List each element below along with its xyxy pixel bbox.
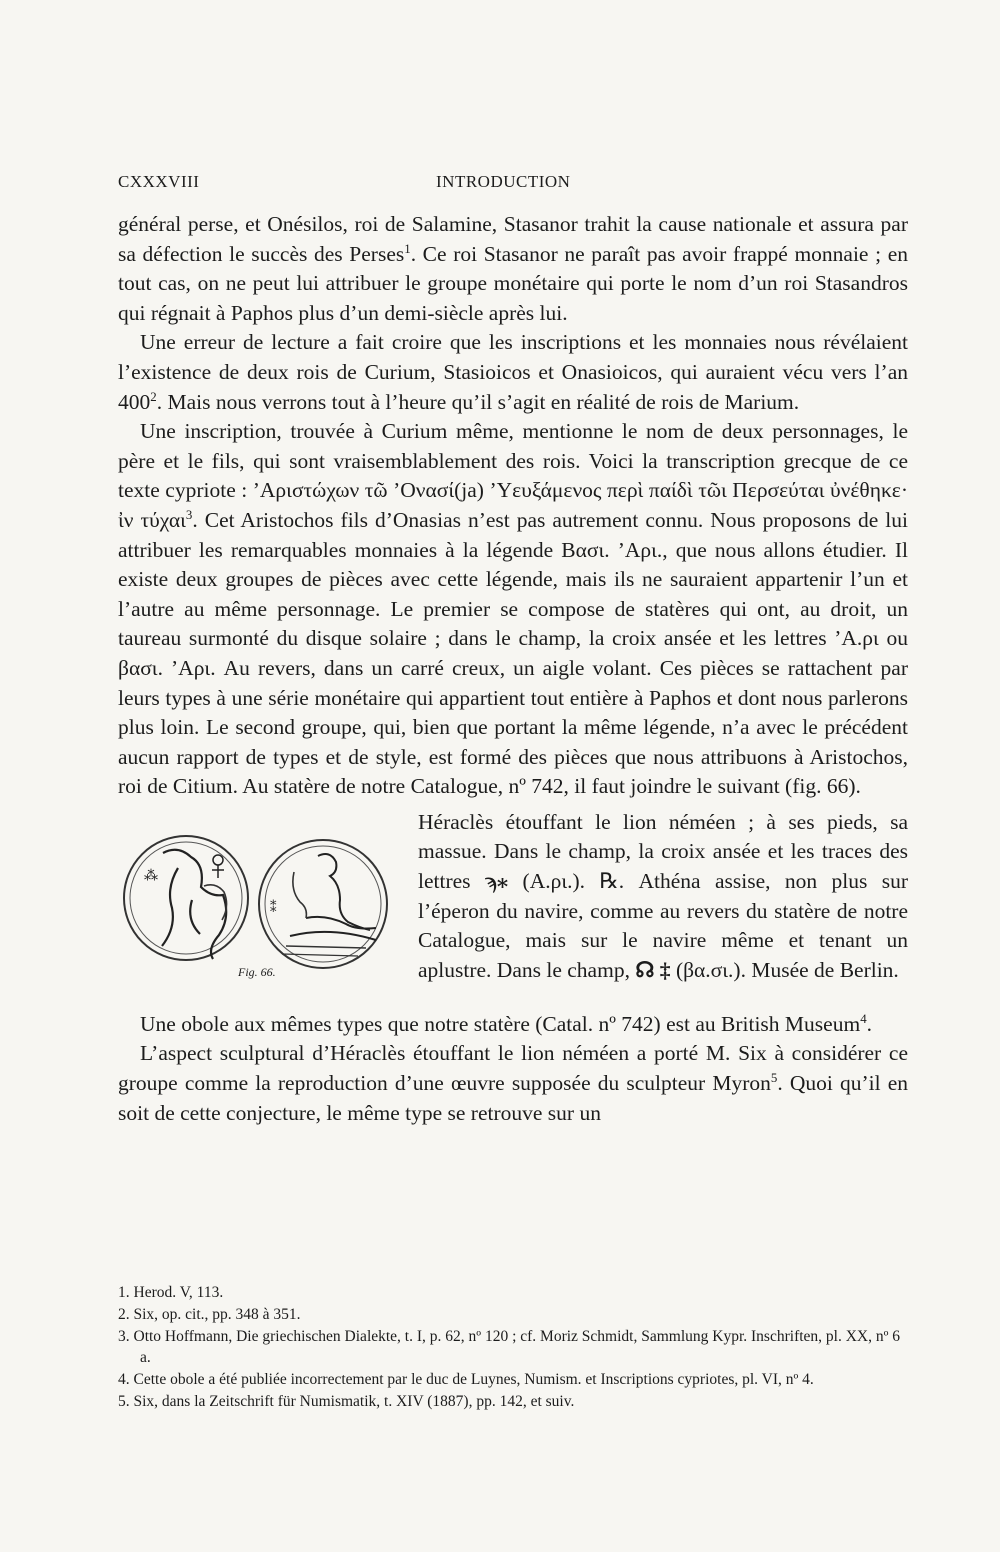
footnote-text: Herod. V, 113. xyxy=(133,1284,224,1301)
footnote-ref-1: 1 xyxy=(404,241,411,256)
page-header xyxy=(118,172,908,196)
footnote-text: Cette obole a été publiée incorrectement par le duc de Luynes, Numism. et Inscriptions cypriotes, pl. VI, nº 4. xyxy=(133,1371,814,1388)
footnote-4 xyxy=(118,1369,908,1390)
footnote-text: Six, dans la Zeitschrift für Numismatik, t. XIV (1887), pp. 142, et suiv. xyxy=(133,1393,575,1410)
paragraph-1-text-cont: . Ce roi Stasanor ne paraît pas avoir frappé monnaie ; en tout cas, on ne peut lui attribuer le groupe monétaire qui porte le nom d’un roi Stasandros qui régnait à Paphos plus d’un demi-siècle après lui. xyxy=(118,241,908,325)
paragraph-3-text: Une inscription, trouvée à Curium même, mentionne le nom de deux personnages, le père et le fils, qui sont vraisemblablement des rois. Voici la transcription grecque de ce texte cypriote : ’Αριστώχων τῶ ’Ονασί(ja) ’Υευξάμενος περὶ παίδὶ τῶι Περσεύται ὐνέθηκε· ἰν τύχαι xyxy=(118,419,908,532)
svg-text:⁑: ⁑ xyxy=(270,900,277,916)
paragraph-3-text-cont: . Cet Aristochos fils d’Onasias n’est pas autrement connu. Nous proposons de lui attribuer les remarquables monnaies à la légende Βασι. ’Αρι., que nous allons étudier. Il existe deux groupes de pièces avec cette légende, mais ils ne sauraient appartenir l’un et l’autre au même personnage. Le premier se compose de statères qui ont, au droit, un taureau surmonté du disque solaire ; dans le champ, la croix ansée et les lettres ’Α.ρι ou βασι. ’Αρι. Au revers, dans un carré creux, un aigle volant. Ces pièces se rattachent par leurs types à une série monétaire qui appartient tout entière à Paphos et dont nous parlerons plus loin. Le second groupe, qui, bien que portant la même légende, n’a avec le précédent aucun rapport de types et de style, est formé des pièces que nous attribuons à Aristochos, roi de Citium. Au statère de notre Catalogue, nº 742, il faut joindre le suivant (fig. 66). xyxy=(118,507,908,799)
footnote-number: 1. xyxy=(118,1284,130,1301)
footnote-ref-4: 4 xyxy=(860,1011,867,1026)
coin-obverse-heracles xyxy=(124,836,248,960)
footnote-3 xyxy=(118,1326,908,1368)
paragraph-4-text: Une obole aux mêmes types que notre statère (Catal. nº 742) est au British Museum xyxy=(140,1011,861,1036)
coin-reverse-athena xyxy=(259,840,387,968)
footnote-number: 3. xyxy=(118,1328,130,1345)
folio-number: CXXXVIII xyxy=(118,172,200,191)
footnote-number: 5. xyxy=(118,1393,130,1410)
footnote-ref-3: 3 xyxy=(185,507,193,522)
footnote-ref-5: 5 xyxy=(770,1070,778,1085)
figure-description-text-cont: Athéna assise, non plus sur l’éperon du navire, comme au revers du statère de notre Catalogue, mais sur le navire même et tenant un aplustre. Dans le champ, xyxy=(418,869,908,982)
paragraph-2-text-cont: . Mais nous verrons tout à l’heure qu’il s’agit en réalité de rois de Marium. xyxy=(156,389,800,414)
reverse-sign: ℞. xyxy=(599,869,625,894)
paragraph-1 xyxy=(118,210,908,328)
letter-symbols-2: ☊ ‡ xyxy=(635,957,671,982)
main-text xyxy=(118,210,908,1128)
paragraph-1-text: général perse, et Onésilos, roi de Salamine, Stasanor trahit la cause nationale et assura par sa défection le succès des Perses xyxy=(118,212,908,266)
footnote-1 xyxy=(118,1282,908,1303)
figure-description-end: (βα.σι.). Musée de Berlin. xyxy=(675,957,899,982)
paragraph-3 xyxy=(118,417,908,802)
paragraph-5-text-cont: . Quoi qu’il en soit de cette conjecture, le même type se retrouve sur un xyxy=(118,1071,908,1125)
figure-caption: Fig. 66. xyxy=(238,964,276,979)
footnote-number: 2. xyxy=(118,1306,130,1323)
figure-66 xyxy=(118,808,408,1010)
paragraph-5 xyxy=(118,1039,908,1128)
paragraph-2-text: Une erreur de lecture a fait croire que les inscriptions et les monnaies nous révélaient l’existence de deux rois de Curium, Stasioicos et Onasioicos, qui auraient vécu vers l’an 400 xyxy=(118,330,908,414)
paragraph-4-text-cont: . xyxy=(866,1011,873,1036)
figure-description-text: Héraclès étouffant le lion néméen ; à ses pieds, sa massue. Dans le champ, la croix ansée et les traces des lettres xyxy=(418,809,908,894)
letter-symbols-1: ϡ⁎ xyxy=(484,869,509,894)
footnote-text: Six, op. cit., pp. 348 à 351. xyxy=(133,1306,301,1323)
running-title: INTRODUCTION xyxy=(436,172,571,191)
figure-block xyxy=(118,808,908,1010)
figure-description-letters: (Α.ρι.). xyxy=(522,869,586,894)
svg-text:⁂: ⁂ xyxy=(144,867,158,884)
footnote-number: 4. xyxy=(118,1371,130,1388)
paragraph-2 xyxy=(118,328,908,417)
footnote-ref-2: 2 xyxy=(150,389,157,404)
footnote-5 xyxy=(118,1391,908,1412)
paragraph-4 xyxy=(118,1010,908,1040)
footnotes xyxy=(118,1282,908,1413)
footnote-2 xyxy=(118,1304,908,1325)
footnote-text: Otto Hoffmann, Die griechischen Dialekte, t. I, p. 62, nº 120 ; cf. Moriz Schmidt, Sammlung Kypr. Inschriften, pl. XX, nº 6 a. xyxy=(133,1328,901,1366)
paragraph-5-text: L’aspect sculptural d’Héraclès étouffant le lion néméen a porté M. Six à considérer ce groupe comme la reproduction d’une œuvre supposée du sculpteur Myron xyxy=(118,1041,908,1096)
